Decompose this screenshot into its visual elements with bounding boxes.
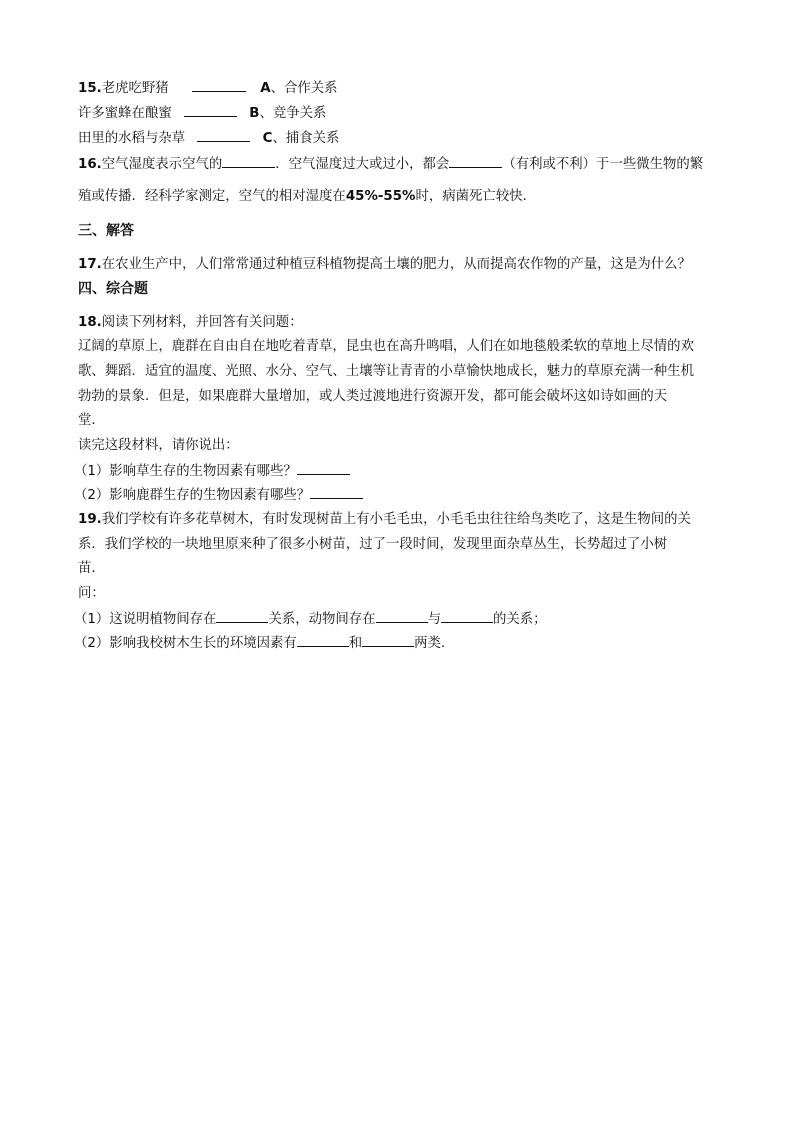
q19-number: 19.	[78, 512, 102, 527]
q19-sub-2-blank-1[interactable]	[297, 634, 349, 647]
q15-row-2-left: 许多蜜蜂在酿蜜	[78, 106, 172, 121]
q16-number: 16.	[78, 157, 102, 172]
q19-line-1	[78, 511, 691, 529]
q18-sub-2	[74, 486, 363, 505]
q19-sub-2b: 和	[348, 636, 363, 651]
q18-prompt: 读完这段材料，请你说出：	[78, 438, 239, 453]
q19-sub-2	[74, 634, 454, 653]
q19-sub-2-blank-2[interactable]	[362, 634, 414, 647]
q18-sub-1-text: （1）影响草生存的生物因素有哪些？	[74, 464, 297, 479]
q16-line2a: 殖或传播．经科学家测定，空气的相对湿度在	[78, 189, 346, 204]
q19-sub-1-blank-2[interactable]	[376, 610, 428, 623]
q15-number: 15.	[78, 81, 102, 96]
q19-ask: 问：	[78, 586, 105, 601]
q15-row-3-option-text: 、捕食关系	[272, 131, 340, 146]
q19-sub-1-blank-1[interactable]	[216, 610, 268, 623]
q16-humidity-range: 45%-55%	[345, 189, 416, 204]
q18-number: 18.	[78, 315, 102, 330]
q19-sub-1-blank-3[interactable]	[441, 610, 493, 623]
q16-line2c: 时，病菌死亡较快．	[415, 189, 536, 204]
q19-sub-1c: 与	[427, 612, 441, 627]
q18-passage-line-1: 辽阔的草原上，鹿群在自由自在地吃着青草，昆虫也在高升鸣唱，人们在如地毯般柔软的草地上尽情的欢	[78, 339, 694, 354]
q18-intro: 阅读下列材料，并回答有关问题：	[101, 315, 303, 330]
q16-part1: 空气湿度表示空气的	[101, 157, 223, 172]
q15-row-2-option-text: 、竞争关系	[259, 106, 327, 121]
q15-row-3	[78, 129, 339, 148]
q15-row-3-left: 田里的水稻与杂草	[78, 131, 186, 146]
section-3-heading: 三、解答	[78, 223, 134, 239]
q18-passage-line-3: 勃勃的景象．但是，如果鹿群大量增加，或人类过渡地进行资源开发，都可能会破坏这如诗如画的天	[78, 389, 668, 404]
q16-part2: ．空气湿度过大或过小，都会	[275, 157, 450, 172]
q16-line-1	[78, 155, 703, 174]
q17-text: 在农业生产中，人们常常通过种植豆科植物提高土壤的肥力，从而提高农作物的产量，这是为什么？	[101, 257, 691, 272]
q15-row-1-option-letter: A	[260, 81, 271, 96]
q19-sub-2a: （2）影响我校树木生长的环境因素有	[74, 636, 297, 651]
q19-text-1: 我们学校有许多花草树木，有时发现树苗上有小毛毛虫，小毛毛虫往往给鸟类吃了，这是生物间的关	[101, 512, 691, 527]
q19-sub-2c: 两类．	[414, 636, 455, 651]
q19-line-2: 系．我们学校的一块地里原来种了很多小树苗，过了一段时间，发现里面杂草丛生，长势超过了小树	[78, 537, 668, 552]
q18-passage-line-4: 堂．	[78, 413, 105, 428]
q19-sub-1	[74, 610, 547, 629]
q17-number: 17.	[78, 257, 102, 272]
q15-row-3-blank[interactable]	[197, 129, 250, 142]
q18-sub-2-blank[interactable]	[310, 486, 363, 499]
q18-sub-2-text: （2）影响鹿群生存的生物因素有哪些？	[74, 488, 311, 503]
q16-line-2	[78, 188, 536, 206]
q19-sub-1b: 关系，动物间存在	[268, 612, 376, 627]
q15-row-2-blank[interactable]	[184, 104, 237, 117]
q15-row-3-option-letter: C	[262, 131, 273, 146]
q15-row-1	[78, 79, 338, 98]
q18-sub-1-blank[interactable]	[297, 462, 350, 475]
q15-row-2-option-letter: B	[249, 106, 260, 121]
q16-part3: （有利或不利）于一些微生物的繁	[502, 157, 704, 172]
q15-row-1-left: 老虎吃野猪	[101, 81, 169, 96]
q19-sub-1a: （1）这说明植物间存在	[74, 612, 217, 627]
q15-row-1-option-text: 、合作关系	[270, 81, 338, 96]
q18-sub-1	[74, 462, 350, 481]
q19-sub-1d: 的关系；	[492, 612, 547, 627]
q17-line	[78, 256, 691, 274]
q18-passage-line-2: 歌、舞蹈．适宜的温度、光照、水分、空气、土壤等让青青的小草愉快地成长，魅力的草原充满一种生机	[78, 364, 694, 379]
section-4-heading: 四、综合题	[78, 281, 148, 297]
q18-intro-line	[78, 314, 303, 332]
q16-blank-2[interactable]	[449, 155, 502, 168]
q15-row-2	[78, 104, 326, 123]
q19-line-3: 苗．	[78, 561, 105, 576]
q15-row-1-blank[interactable]	[192, 79, 246, 92]
q16-blank-1[interactable]	[222, 155, 275, 168]
